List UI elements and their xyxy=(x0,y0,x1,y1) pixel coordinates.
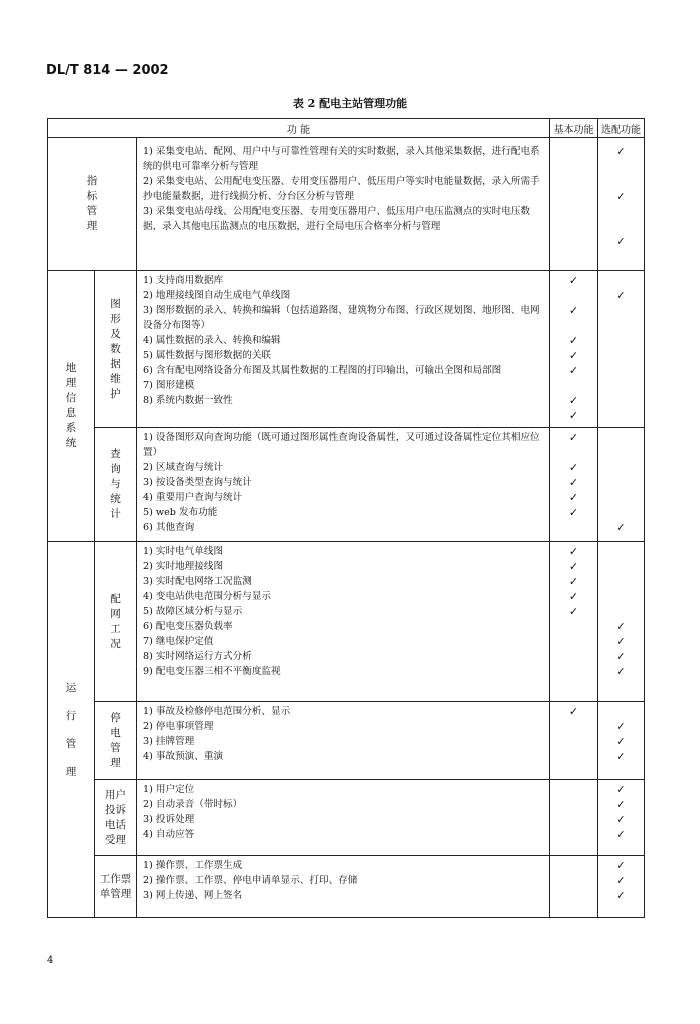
checkmark-icon: ✓ xyxy=(616,145,626,158)
list-item: 4) 重要用户查询与统计 xyxy=(143,492,243,503)
list-item: 1) 支持商用数据库 xyxy=(143,275,224,286)
label-char: 询 xyxy=(110,463,121,475)
basic-td xyxy=(550,702,598,780)
basic-gzp xyxy=(550,856,598,918)
checkmark-icon: ✓ xyxy=(568,334,579,347)
list-item: 4) 事故预演、重演 xyxy=(143,751,224,762)
label-char: 理 xyxy=(65,765,77,778)
list-item: 1) 用户定位 xyxy=(143,784,195,795)
label-char: 及 xyxy=(110,327,121,340)
empty-cell xyxy=(598,589,644,604)
empty-cell xyxy=(598,174,644,189)
list-item: 8) 系统内数据一致性 xyxy=(143,395,233,406)
row-dlxx-tx xyxy=(48,271,645,428)
sub-pw xyxy=(95,542,137,702)
list-item: 5) 故障区域分析与显示 xyxy=(143,606,243,617)
checkmark-icon: ✓ xyxy=(568,575,579,588)
empty-cell xyxy=(598,704,644,719)
checkmark-icon: ✓ xyxy=(616,190,626,203)
list-item: 3) 挂牌管理 xyxy=(143,736,195,747)
checkmark-icon: ✓ xyxy=(568,461,579,474)
label-char: 息 xyxy=(65,407,77,419)
page-number: 4 xyxy=(47,955,54,966)
items-gzp xyxy=(137,856,550,918)
label-char: 电 xyxy=(110,726,121,739)
label-char: 与 xyxy=(110,478,121,490)
empty-cell xyxy=(550,520,597,535)
label-char: 形 xyxy=(110,312,121,325)
list-item: 1) 事故及检修停电范围分析、显示 xyxy=(143,706,291,717)
list-item: 4) 属性数据的录入、转换和编辑 xyxy=(143,335,281,346)
label-char: 护 xyxy=(110,387,121,400)
list-item: 1) 实时电气单线图 xyxy=(143,546,224,557)
label-char: 指 xyxy=(86,175,98,187)
sub-tx xyxy=(95,271,137,428)
checkmark-icon: ✓ xyxy=(568,545,579,558)
list-item: 3) 实时配电网络工况监测 xyxy=(143,576,252,587)
label-char: 维 xyxy=(110,372,121,385)
checkmark-icon: ✓ xyxy=(616,289,626,302)
opt-yh xyxy=(598,780,645,856)
label-char: 工 xyxy=(110,622,121,635)
empty-cell xyxy=(598,475,644,490)
col-optional: 选配功能 xyxy=(598,119,645,138)
list-item: 6) 配电变压器负载率 xyxy=(143,621,233,632)
basic-zbgl xyxy=(550,138,598,271)
list-item: 2) 实时地理接线图 xyxy=(143,561,224,572)
empty-cell xyxy=(550,318,597,333)
checkmark-icon: ✓ xyxy=(616,665,626,678)
items-pw xyxy=(137,542,550,702)
row-zbgl xyxy=(48,138,645,271)
list-item: 2) 区域查询与统计 xyxy=(143,462,224,473)
list-item: 6) 含有配电网络设备分布图及其属性数据的工程图的打印输出，可输出全图和局部图 xyxy=(143,365,502,376)
empty-cell xyxy=(598,544,644,559)
empty-cell xyxy=(550,288,597,303)
basic-tx xyxy=(550,271,598,428)
checkmark-icon: ✓ xyxy=(616,720,626,733)
checkmark-icon: ✓ xyxy=(568,304,579,317)
label-char: 管 xyxy=(110,741,121,754)
label-char: 计 xyxy=(110,508,121,520)
list-item: 3) 投诉处理 xyxy=(143,814,195,825)
list-item: 3) 采集变电站母线、公用配电变压器、专用变压器用户、低压用户电压监测点的实时电压数据，录入其他电压监测点的电压数据，进行全局电压合格率分析与管理 xyxy=(143,206,531,232)
checkmark-icon: ✓ xyxy=(616,859,626,872)
opt-pw xyxy=(598,542,645,702)
checkmark-icon: ✓ xyxy=(568,409,579,422)
items-td xyxy=(137,702,550,780)
col-function: 功 能 xyxy=(48,119,550,138)
label-char: 网 xyxy=(110,607,121,620)
label-char: 配 xyxy=(110,592,121,605)
checkmark-icon: ✓ xyxy=(616,828,626,841)
label-char: 行 xyxy=(65,709,77,722)
list-item: 3) 图形数据的录入、转换和编辑（包括道路图、建筑物分布图、行政区规划图、地形图、电网设备分布图等） xyxy=(143,305,540,331)
list-item: 2) 自动录音（带时标） xyxy=(143,799,243,810)
checkmark-icon: ✓ xyxy=(616,889,626,902)
label-char: 运 xyxy=(65,681,77,694)
checkmark-icon: ✓ xyxy=(568,274,579,287)
list-item: 4) 自动应答 xyxy=(143,829,195,840)
list-item: 5) web 发布功能 xyxy=(143,507,218,518)
header-row xyxy=(48,119,645,138)
row-yx-yh xyxy=(48,780,645,856)
list-item: 2) 停电事项管理 xyxy=(143,721,214,732)
cat-zbgl xyxy=(48,138,137,271)
cat-yxgl xyxy=(48,542,95,918)
row-yx-td xyxy=(48,702,645,780)
empty-cell xyxy=(598,505,644,520)
col-basic: 基本功能 xyxy=(550,119,598,138)
cat-dlxx xyxy=(48,271,95,542)
label-char: 统 xyxy=(65,437,77,449)
checkmark-icon: ✓ xyxy=(616,813,626,826)
checkmark-icon: ✓ xyxy=(616,521,626,534)
checkmark-icon: ✓ xyxy=(616,735,626,748)
list-item: 5) 属性数据与图形数据的关联 xyxy=(143,350,272,361)
label-char: 管 xyxy=(65,737,77,750)
label-char: 受理 xyxy=(105,833,126,846)
empty-cell xyxy=(598,219,644,234)
label-char: 理 xyxy=(110,756,121,769)
checkmark-icon: ✓ xyxy=(616,635,626,648)
checkmark-icon: ✓ xyxy=(568,506,579,519)
checkmark-icon: ✓ xyxy=(568,431,579,444)
checkmark-icon: ✓ xyxy=(568,491,579,504)
checkmark-icon: ✓ xyxy=(568,605,579,618)
items-zbgl xyxy=(137,138,550,271)
empty-cell xyxy=(598,574,644,589)
checkmark-icon: ✓ xyxy=(568,705,579,718)
label-char: 图 xyxy=(110,297,121,310)
checkmark-icon: ✓ xyxy=(616,783,626,796)
empty-cell xyxy=(550,445,597,460)
items-cx xyxy=(137,428,550,542)
empty-cell xyxy=(598,273,644,288)
label-char: 管 xyxy=(86,205,98,217)
checkmark-icon: ✓ xyxy=(616,874,626,887)
label-char: 信 xyxy=(65,392,77,404)
row-yx-gzp xyxy=(48,856,645,918)
basic-yh xyxy=(550,780,598,856)
checkmark-icon: ✓ xyxy=(616,650,626,663)
items-yh xyxy=(137,780,550,856)
label-char: 投诉 xyxy=(105,803,126,816)
label-char: 理 xyxy=(65,377,77,389)
list-item: 3) 网上传递、网上签名 xyxy=(143,890,243,901)
empty-cell xyxy=(598,604,644,619)
list-item: 2) 操作票、工作票、停电申请单显示、打印、存储 xyxy=(143,875,358,886)
empty-cell xyxy=(598,204,644,219)
sub-yh xyxy=(95,780,137,856)
list-item: 1) 设备图形双向查询功能（既可通过图形属性查询设备属性，又可通过设备属性定位其相应位置） xyxy=(143,432,540,458)
checkmark-icon: ✓ xyxy=(616,620,626,633)
list-item: 2) 地理接线图自动生成电气单线图 xyxy=(143,290,291,301)
basic-pw xyxy=(550,542,598,702)
basic-cx xyxy=(550,428,598,542)
label-char: 地 xyxy=(65,362,77,374)
empty-cell xyxy=(598,445,644,460)
label-char: 单管理 xyxy=(99,887,132,900)
label-char: 统 xyxy=(110,493,121,505)
opt-gzp xyxy=(598,856,645,918)
function-table xyxy=(47,118,645,918)
checkmark-icon: ✓ xyxy=(568,349,579,362)
label-char: 电话 xyxy=(105,818,126,831)
sub-gzp xyxy=(95,856,137,918)
opt-tx xyxy=(598,271,645,428)
list-item: 6) 其他查询 xyxy=(143,522,195,533)
list-item: 9) 配电变压器三相不平衡度监视 xyxy=(143,666,281,677)
checkmark-icon: ✓ xyxy=(616,798,626,811)
label-char: 况 xyxy=(110,637,121,650)
checkmark-icon: ✓ xyxy=(568,364,579,377)
list-item: 1) 操作票、工作票生成 xyxy=(143,860,243,871)
list-item: 2) 采集变电站、公用配电变压器、专用变压器用户、低压用户等实时电能量数据，录入所需手抄电能量数据，进行线损分析、分台区分析与管理 xyxy=(143,176,540,202)
items-tx xyxy=(137,271,550,428)
list-item: 3) 按设备类型查询与统计 xyxy=(143,477,252,488)
empty-cell xyxy=(598,490,644,505)
label-char: 系 xyxy=(65,422,77,434)
checkmark-icon: ✓ xyxy=(568,476,579,489)
checkmark-icon: ✓ xyxy=(616,750,626,763)
checkmark-icon: ✓ xyxy=(568,560,579,573)
label-char: 理 xyxy=(86,220,98,232)
table-caption: 表 2 配电主站管理功能 xyxy=(292,97,408,110)
empty-cell xyxy=(550,378,597,393)
standard-number: DL/T 814 — 2002 xyxy=(46,63,169,78)
list-item: 7) 图形建模 xyxy=(143,380,195,391)
row-dlxx-cx xyxy=(48,428,645,542)
checkmark-icon: ✓ xyxy=(616,235,626,248)
empty-cell xyxy=(598,559,644,574)
label-char: 用户 xyxy=(105,788,126,801)
sub-cx xyxy=(95,428,137,542)
list-item: 1) 采集变电站、配网、用户中与可靠性管理有关的实时数据，录入其他采集数据，进行配电系统的供电可靠率分析与管理 xyxy=(143,146,540,172)
list-item: 7) 继电保护定值 xyxy=(143,636,214,647)
checkmark-icon: ✓ xyxy=(568,394,579,407)
opt-zbgl xyxy=(598,138,645,271)
label-char: 查 xyxy=(110,448,121,460)
label-char: 停 xyxy=(110,711,121,724)
sub-td xyxy=(95,702,137,780)
label-char: 标 xyxy=(86,190,98,202)
label-char: 数 xyxy=(110,342,121,355)
opt-cx xyxy=(598,428,645,542)
empty-cell xyxy=(598,430,644,445)
opt-td xyxy=(598,702,645,780)
empty-cell xyxy=(598,159,644,174)
label-char: 工作票 xyxy=(99,872,132,885)
row-yx-pw xyxy=(48,542,645,702)
list-item: 8) 实时网络运行方式分析 xyxy=(143,651,252,662)
empty-cell xyxy=(598,460,644,475)
checkmark-icon: ✓ xyxy=(568,590,579,603)
list-item: 4) 变电站供电范围分析与显示 xyxy=(143,591,272,602)
label-char: 据 xyxy=(110,357,121,370)
